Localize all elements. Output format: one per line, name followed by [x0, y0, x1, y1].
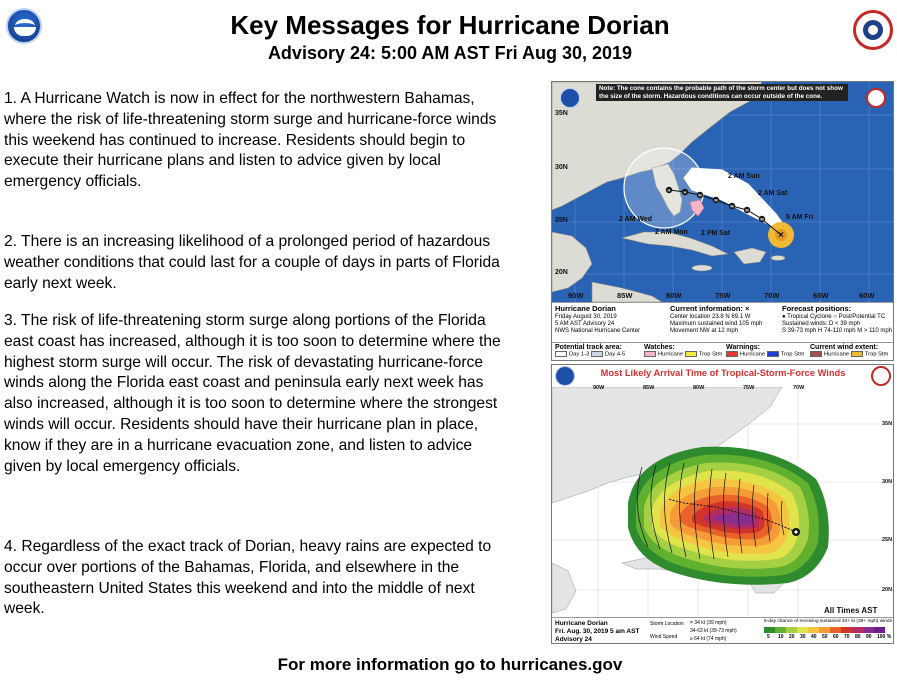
legend-swatch: [644, 351, 656, 357]
nws-logo: [871, 366, 891, 386]
lat-label: 30N: [882, 479, 893, 485]
noaa-logo: [560, 88, 580, 108]
puerto-rico: [771, 256, 785, 261]
arrival-time-map: [552, 387, 894, 617]
legend-label: Hurricane: [658, 351, 684, 358]
wind-speed-label: Wind Speed: [650, 634, 678, 640]
lat-label: 30N: [555, 164, 568, 171]
lon-label: 80W: [666, 291, 682, 300]
page-title: Key Messages for Hurricane Dorian: [230, 10, 670, 40]
probability-scale-cell: [830, 627, 841, 633]
probability-scale-label: 50: [822, 634, 828, 640]
wind-key: ≥ 64 kt (74 mph): [690, 636, 727, 642]
svg-text:M: M: [760, 216, 764, 222]
lon-label: 85W: [643, 385, 655, 391]
lon-label: 75W: [743, 385, 755, 391]
legend-swatch: [555, 351, 567, 357]
probability-scale-label: 90: [866, 634, 872, 640]
arrival-info-block: [552, 617, 894, 644]
key-message-1: 1. A Hurricane Watch is now in effect for the northwestern Bahamas, where the risk of life-threatening storm surge and hurricane-force winds this weekend has continued to increase. Residents should begin to execute their hurricane plans and listen to advice given by local emergency officials.: [4, 90, 497, 191]
legend-heading: Potential track area:: [555, 344, 622, 351]
legend-watches: [644, 344, 722, 358]
max-wind: Maximum sustained wind 105 mph: [670, 320, 763, 327]
probability-scale-cell: [874, 627, 885, 633]
lon-label: 85W: [617, 291, 633, 300]
svg-text:H: H: [667, 187, 671, 193]
lon-label: 60W: [859, 291, 875, 300]
probability-scale-cell: [863, 627, 874, 633]
legend-swatch: [726, 351, 738, 357]
svg-text:M: M: [714, 197, 718, 203]
probability-scale-label: 40: [811, 634, 817, 640]
all-times-note: All Times AST: [824, 606, 878, 615]
legend-swatch: [851, 351, 863, 357]
track-label: 2 AM Sat: [758, 190, 788, 197]
storm-summary: [555, 305, 665, 335]
noaa-logo: [555, 366, 575, 386]
lon-label: 70W: [764, 291, 780, 300]
probability-scale-cell: [786, 627, 797, 633]
cone-info-block: [552, 302, 894, 342]
probability-scale-label: 30: [800, 634, 806, 640]
storm-location-label: Storm Location: [650, 621, 684, 627]
arrival-title: Most Likely Arrival Time of Tropical-Storm-Force Winds: [600, 368, 846, 378]
current-information: [670, 305, 780, 335]
probability-scale-label: 70: [844, 634, 850, 640]
lon-label: 75W: [715, 291, 731, 300]
forecast-key-line: S 39-73 mph H 74-110 mph M > 110 mph: [782, 327, 893, 334]
legend-label: Trop Stm: [864, 351, 889, 358]
track-label: 5 AM Fri: [786, 214, 814, 221]
legend-label: Day 1-3: [569, 351, 590, 358]
wind-key: 34-63 kt (39-73 mph): [690, 628, 737, 634]
track-label: 2 PM Sat: [701, 230, 731, 237]
footer-link-text: For more information go to hurricanes.gov: [277, 655, 623, 674]
lon-label: 70W: [793, 385, 805, 391]
cone-legend: [552, 342, 894, 361]
svg-text:M: M: [730, 203, 734, 209]
legend-swatch: [591, 351, 603, 357]
probability-scale-label: 5: [767, 634, 770, 640]
lat-label: 25N: [555, 217, 568, 224]
movement: Movement NW at 12 mph: [670, 327, 739, 334]
advisory-date: Fri. Aug. 30, 2019 5 am AST: [555, 628, 640, 635]
advisory-date: Friday August 30, 2019: [555, 313, 617, 320]
forecast-cone-graphic: [551, 81, 894, 361]
track-label: 2 AM Mon: [655, 229, 688, 236]
wind-key: = 34 kt (39 mph): [690, 620, 727, 626]
forecast-positions-key: [782, 305, 894, 335]
current-info-heading: Current information: ×: [670, 304, 750, 313]
center-location: Center location 23.8 N 69.1 W: [670, 313, 751, 320]
probability-scale-label: 60: [833, 634, 839, 640]
lon-label: 65W: [813, 291, 829, 300]
legend-wind-extent: [810, 344, 888, 358]
storm-name: Hurricane Dorian: [555, 620, 608, 627]
probability-scale-label: 10: [778, 634, 784, 640]
arrival-header: [552, 365, 894, 387]
issuing-center: NWS National Hurricane Center: [555, 327, 641, 334]
track-label: 2 AM Wed: [619, 216, 653, 223]
lat-label: 35N: [555, 110, 568, 117]
probability-scale-cell: [819, 627, 830, 633]
advisory-number: 5 AM AST Advisory 24: [555, 320, 615, 327]
probability-scale-title: 5-day chance of receiving sustained 34+ kt (39+ mph) winds: [764, 619, 892, 624]
cone-disclaimer: Note: The cone contains the probable path of the storm center but does not show the size of the storm. Hazardous conditions can occur outside of the cone.: [596, 84, 848, 101]
legend-label: Day 4-5: [604, 351, 626, 358]
legend-track-area: [555, 344, 625, 358]
current-position-marker: ×: [778, 230, 784, 241]
jamaica: [692, 265, 712, 271]
legend-swatch: [685, 351, 697, 357]
lat-label: 20N: [882, 587, 893, 593]
arrival-time-graphic: [551, 364, 894, 644]
page-subtitle: Advisory 24: 5:00 AM AST Fri Aug 30, 2019: [267, 43, 633, 63]
probability-scale-label: 20: [789, 634, 795, 640]
probability-scale-cell: [808, 627, 819, 633]
lon-label: 80W: [693, 385, 705, 391]
lat-label: 25N: [882, 537, 893, 543]
probability-scale-cell: [764, 627, 775, 633]
nws-logo: [866, 88, 886, 108]
legend-heading: Watches:: [644, 344, 675, 351]
noaa-logo: [6, 8, 42, 44]
probability-scale-cell: [852, 627, 863, 633]
legend-swatch: [810, 351, 822, 357]
lat-label: 35N: [882, 421, 893, 427]
storm-eye: [794, 530, 797, 533]
legend-warnings: [726, 344, 804, 358]
forecast-key-line: ● Tropical Cyclone ○ Post/Potential TC: [782, 313, 886, 320]
legend-label: Trop Stm: [780, 351, 805, 358]
lat-label: 20N: [555, 269, 568, 276]
legend-label: Hurricane: [824, 351, 850, 358]
advisory-number: Advisory 24: [555, 636, 592, 643]
probability-scale-cell: [841, 627, 852, 633]
probability-scale-label: 100 %: [877, 634, 892, 640]
legend-label: Trop Stm: [698, 351, 723, 358]
legend-label: Hurricane: [740, 351, 766, 358]
forecast-cone-map: [552, 82, 894, 302]
probability-scale-label: 80: [855, 634, 861, 640]
forecast-key-line: Sustained winds: D < 39 mph: [782, 320, 861, 327]
nws-emblem-icon: [863, 20, 883, 40]
storm-name: Hurricane Dorian: [555, 304, 616, 313]
svg-text:H: H: [683, 189, 687, 195]
lon-label: 90W: [568, 291, 584, 300]
wind-probability-shells: [628, 447, 829, 585]
legend-swatch: [767, 351, 779, 357]
national-weather-service-logo: [853, 10, 893, 50]
lon-label: 90W: [593, 385, 605, 391]
track-label: 2 AM Sun: [728, 173, 760, 180]
svg-text:M: M: [698, 192, 702, 198]
probability-scale-cell: [797, 627, 808, 633]
key-message-2: 2. There is an increasing likelihood of a prolonged period of hazardous weather conditions that could last for a couple of days in parts of Florida early next week.: [4, 233, 500, 292]
probability-scale-cell: [775, 627, 786, 633]
legend-heading: Current wind extent:: [810, 344, 879, 351]
key-message-4: 4. Regardless of the exact track of Dorian, heavy rains are expected to occur over portions of the Bahamas, Florida, and elsewhere in the southeastern United States this weekend and into the middle of next week.: [4, 538, 492, 618]
svg-text:M: M: [745, 207, 749, 213]
forecast-heading: Forecast positions:: [782, 304, 852, 313]
legend-heading: Warnings:: [726, 344, 760, 351]
key-message-3: 3. The risk of life-threatening storm surge along portions of the Florida east coast has increased, although it is too soon to determine where the highest storm surge will occur. The risk of devastating hurricane-force winds along the Florida east coast and peninsula early next week has also increased, although it is too soon to determine where the strongest winds will occur. Residents should have their hurricane plan in place, know if they are in a hurricane evacuation zone, and listen to advice given by local emergency officials.: [4, 312, 501, 475]
noaa-wave-icon: [14, 27, 36, 36]
